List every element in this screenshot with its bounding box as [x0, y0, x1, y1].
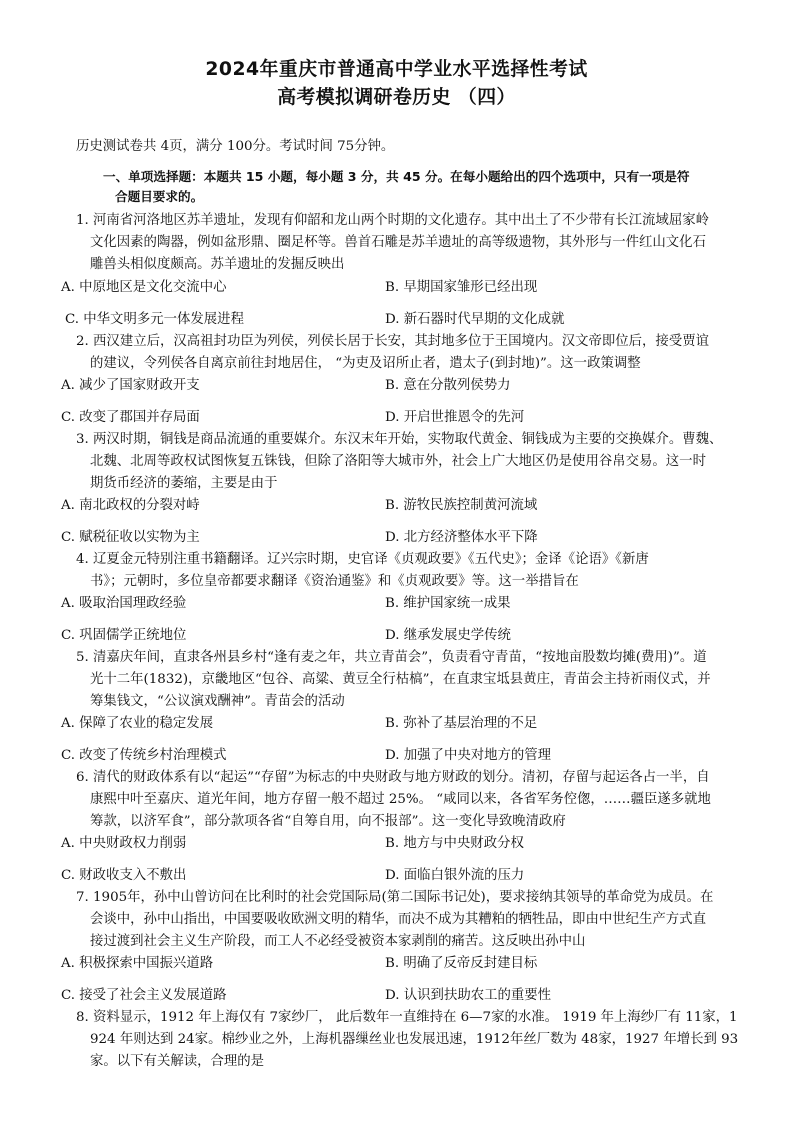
question-6-option-a[interactable]: A. 中央财政权力削弱 — [61, 836, 187, 851]
question-3-line-1: 3. 两汉时期，铜钱是商品流通的重要媒介。东汉末年开始，实物取代黄金、铜钱成为主要的交换媒介。曹魏、 — [76, 432, 723, 447]
question-8-line-1: 8. 资料显示，1912 年上海仅有 7家纱厂， 此后数年一直维持在 6—7家的水准。 1919 年上海纱厂有 11家，1 — [76, 1010, 738, 1025]
question-7-option-c[interactable]: C. 接受了社会主义发展道路 — [61, 988, 227, 1003]
question-4-option-a[interactable]: A. 吸取治国理政经验 — [61, 596, 187, 611]
question-4-line-2: 书》；元朝时，多位皇帝都要求翻译《资治通鉴》和《贞观政要》等。这一举措旨在 — [90, 574, 579, 589]
question-8-line-2: 924 年则达到 24家。棉纱业之外，上海机器缫丝业也发展迅速，1912年丝厂数为 48家，1927 年增长到 93 — [90, 1032, 739, 1047]
question-1-line-1: 1. 河南省河洛地区苏羊遗址，发现有仰韶和龙山两个时期的文化遗存。其中出土了不少带有长江流域屈家岭 — [76, 213, 709, 228]
question-2-option-a[interactable]: A. 减少了国家财政开支 — [61, 378, 200, 393]
question-5-option-a[interactable]: A. 保障了农业的稳定发展 — [61, 716, 214, 731]
exam-subtitle: 高考模拟调研卷历史 （四） — [277, 87, 516, 108]
question-7-option-b[interactable]: B. 明确了反帝反封建目标 — [385, 956, 538, 971]
question-6-line-2: 康熙中叶至嘉庆、道光年间，地方存留一般不超过 25%。 “咸同以来，各省军务倥偬，……疆臣遂多就地 — [90, 792, 711, 807]
section-heading-cont: 合题目要求的。 — [115, 189, 204, 204]
question-3-option-d[interactable]: D. 北方经济整体水平下降 — [385, 530, 538, 545]
question-6-option-b[interactable]: B. 地方与中央财政分权 — [385, 836, 524, 851]
question-5-line-3: 筹集钱文，“公议演戏酬神”。青苗会的活动 — [90, 694, 345, 709]
question-3-option-c[interactable]: C. 赋税征收以实物为主 — [61, 530, 200, 545]
question-6-line-3: 筹款，以济军食”，部分款项各省“自筹自用，向不报部”。这一变化导致晚清政府 — [90, 814, 566, 829]
exam-intro: 历史测试卷共 4页，满分 100分。考试时间 75分钟。 — [76, 139, 395, 154]
question-5-option-d[interactable]: D. 加强了中央对地方的管理 — [385, 748, 552, 763]
question-2-option-b[interactable]: B. 意在分散列侯势力 — [385, 378, 511, 393]
question-7-option-d[interactable]: D. 认识到扶助农工的重要性 — [385, 988, 552, 1003]
question-7-option-a[interactable]: A. 积极探索中国振兴道路 — [61, 956, 214, 971]
question-5-option-b[interactable]: B. 弥补了基层治理的不足 — [385, 716, 538, 731]
question-4-option-b[interactable]: B. 维护国家统一成果 — [385, 596, 511, 611]
question-7-line-3: 接过渡到社会主义生产阶段，而工人不必经受被资本家剥削的痛苦。这反映出孙中山 — [90, 934, 586, 949]
question-3-option-a[interactable]: A. 南北政权的分裂对峙 — [61, 498, 200, 513]
question-3-line-2: 北魏、北周等政权试图恢复五铢钱，但除了洛阳等大城市外，社会上广大地区仍是使用谷帛交易。这一时 — [90, 454, 706, 469]
question-6-option-d[interactable]: D. 面临白银外流的压力 — [385, 868, 525, 883]
question-6-option-c[interactable]: C. 财政收支入不敷出 — [61, 868, 187, 883]
question-1-option-d[interactable]: D. 新石器时代早期的文化成就 — [385, 312, 565, 327]
question-2-line-1: 2. 西汉建立后，汉高祖封功臣为列侯，列侯长居于长安，其封地多位于王国境内。汉文帝即位后，接受贾谊 — [76, 334, 709, 349]
question-5-line-1: 5. 清嘉庆年间，直隶各州县乡村“逢有麦之年，共立青苗会”，负责看守青苗，“按地亩股数均摊(费用)”。道 — [76, 650, 707, 665]
question-3-line-3: 期货币经济的萎缩，主要是由于 — [90, 476, 278, 491]
question-1-option-a[interactable]: A. 中原地区是文化交流中心 — [61, 280, 227, 295]
question-7-line-1: 7. 1905年，孙中山曾访问在比利时的社会党国际局(第二国际书记处)，要求接纳其领导的革命党为成员。在 — [76, 890, 714, 905]
question-4-option-d[interactable]: D. 继承发展史学传统 — [385, 628, 511, 643]
question-5-option-c[interactable]: C. 改变了传统乡村治理模式 — [61, 748, 227, 763]
question-4-option-c[interactable]: C. 巩固儒学正统地位 — [61, 628, 187, 643]
section-heading: 一、单项选择题：本题共 15 小题，每小题 3 分，共 45 分。在每小题给出的四个选项中，只有一项是符 — [103, 169, 690, 184]
exam-title: 2024年重庆市普通高中学业水平选择性考试 — [205, 59, 588, 80]
question-6-line-1: 6. 清代的财政体系有以“起运”“存留”为标志的中央财政与地方财政的划分。清初，存留与起运各占一半，自 — [76, 770, 710, 785]
question-2-option-c[interactable]: C. 改变了郡国并存局面 — [61, 410, 200, 425]
question-1-line-2: 文化因素的陶器，例如盆形鼎、圈足杯等。兽首石雕是苏羊遗址的高等级遗物，其外形与一件红山文化石 — [90, 235, 706, 250]
question-1-option-c[interactable]: C. 中华文明多元一体发展进程 — [65, 312, 244, 327]
question-1-option-b[interactable]: B. 早期国家雏形已经出现 — [385, 280, 538, 295]
question-4-line-1: 4. 辽夏金元特别注重书籍翻译。辽兴宗时期，史官译《贞观政要》《五代史》；金译《论语》《新唐 — [76, 552, 649, 567]
question-7-line-2: 会谈中，孙中山指出，中国要吸收欧洲文明的精华，而决不成为其糟粕的牺牲品，即由中世纪生产方式直 — [90, 912, 706, 927]
question-2-line-2: 的建议，令列侯各自离京前往封地居住， “为吏及诏所止者，遣太子(到封地)”。这一政策调整 — [90, 356, 641, 371]
question-5-line-2: 光十二年(1832)，京畿地区“包谷、高粱、黄豆全行枯槁”，在直隶宝坻县黄庄，青苗会主持祈雨仪式，并 — [90, 672, 711, 687]
question-3-option-b[interactable]: B. 游牧民族控制黄河流域 — [385, 498, 538, 513]
question-2-option-d[interactable]: D. 开启世推恩令的先河 — [385, 410, 525, 425]
question-1-line-3: 雕兽头相似度颇高。苏羊遗址的发掘反映出 — [90, 257, 345, 272]
question-8-line-3: 家。以下有关解读，合理的是 — [90, 1054, 265, 1069]
